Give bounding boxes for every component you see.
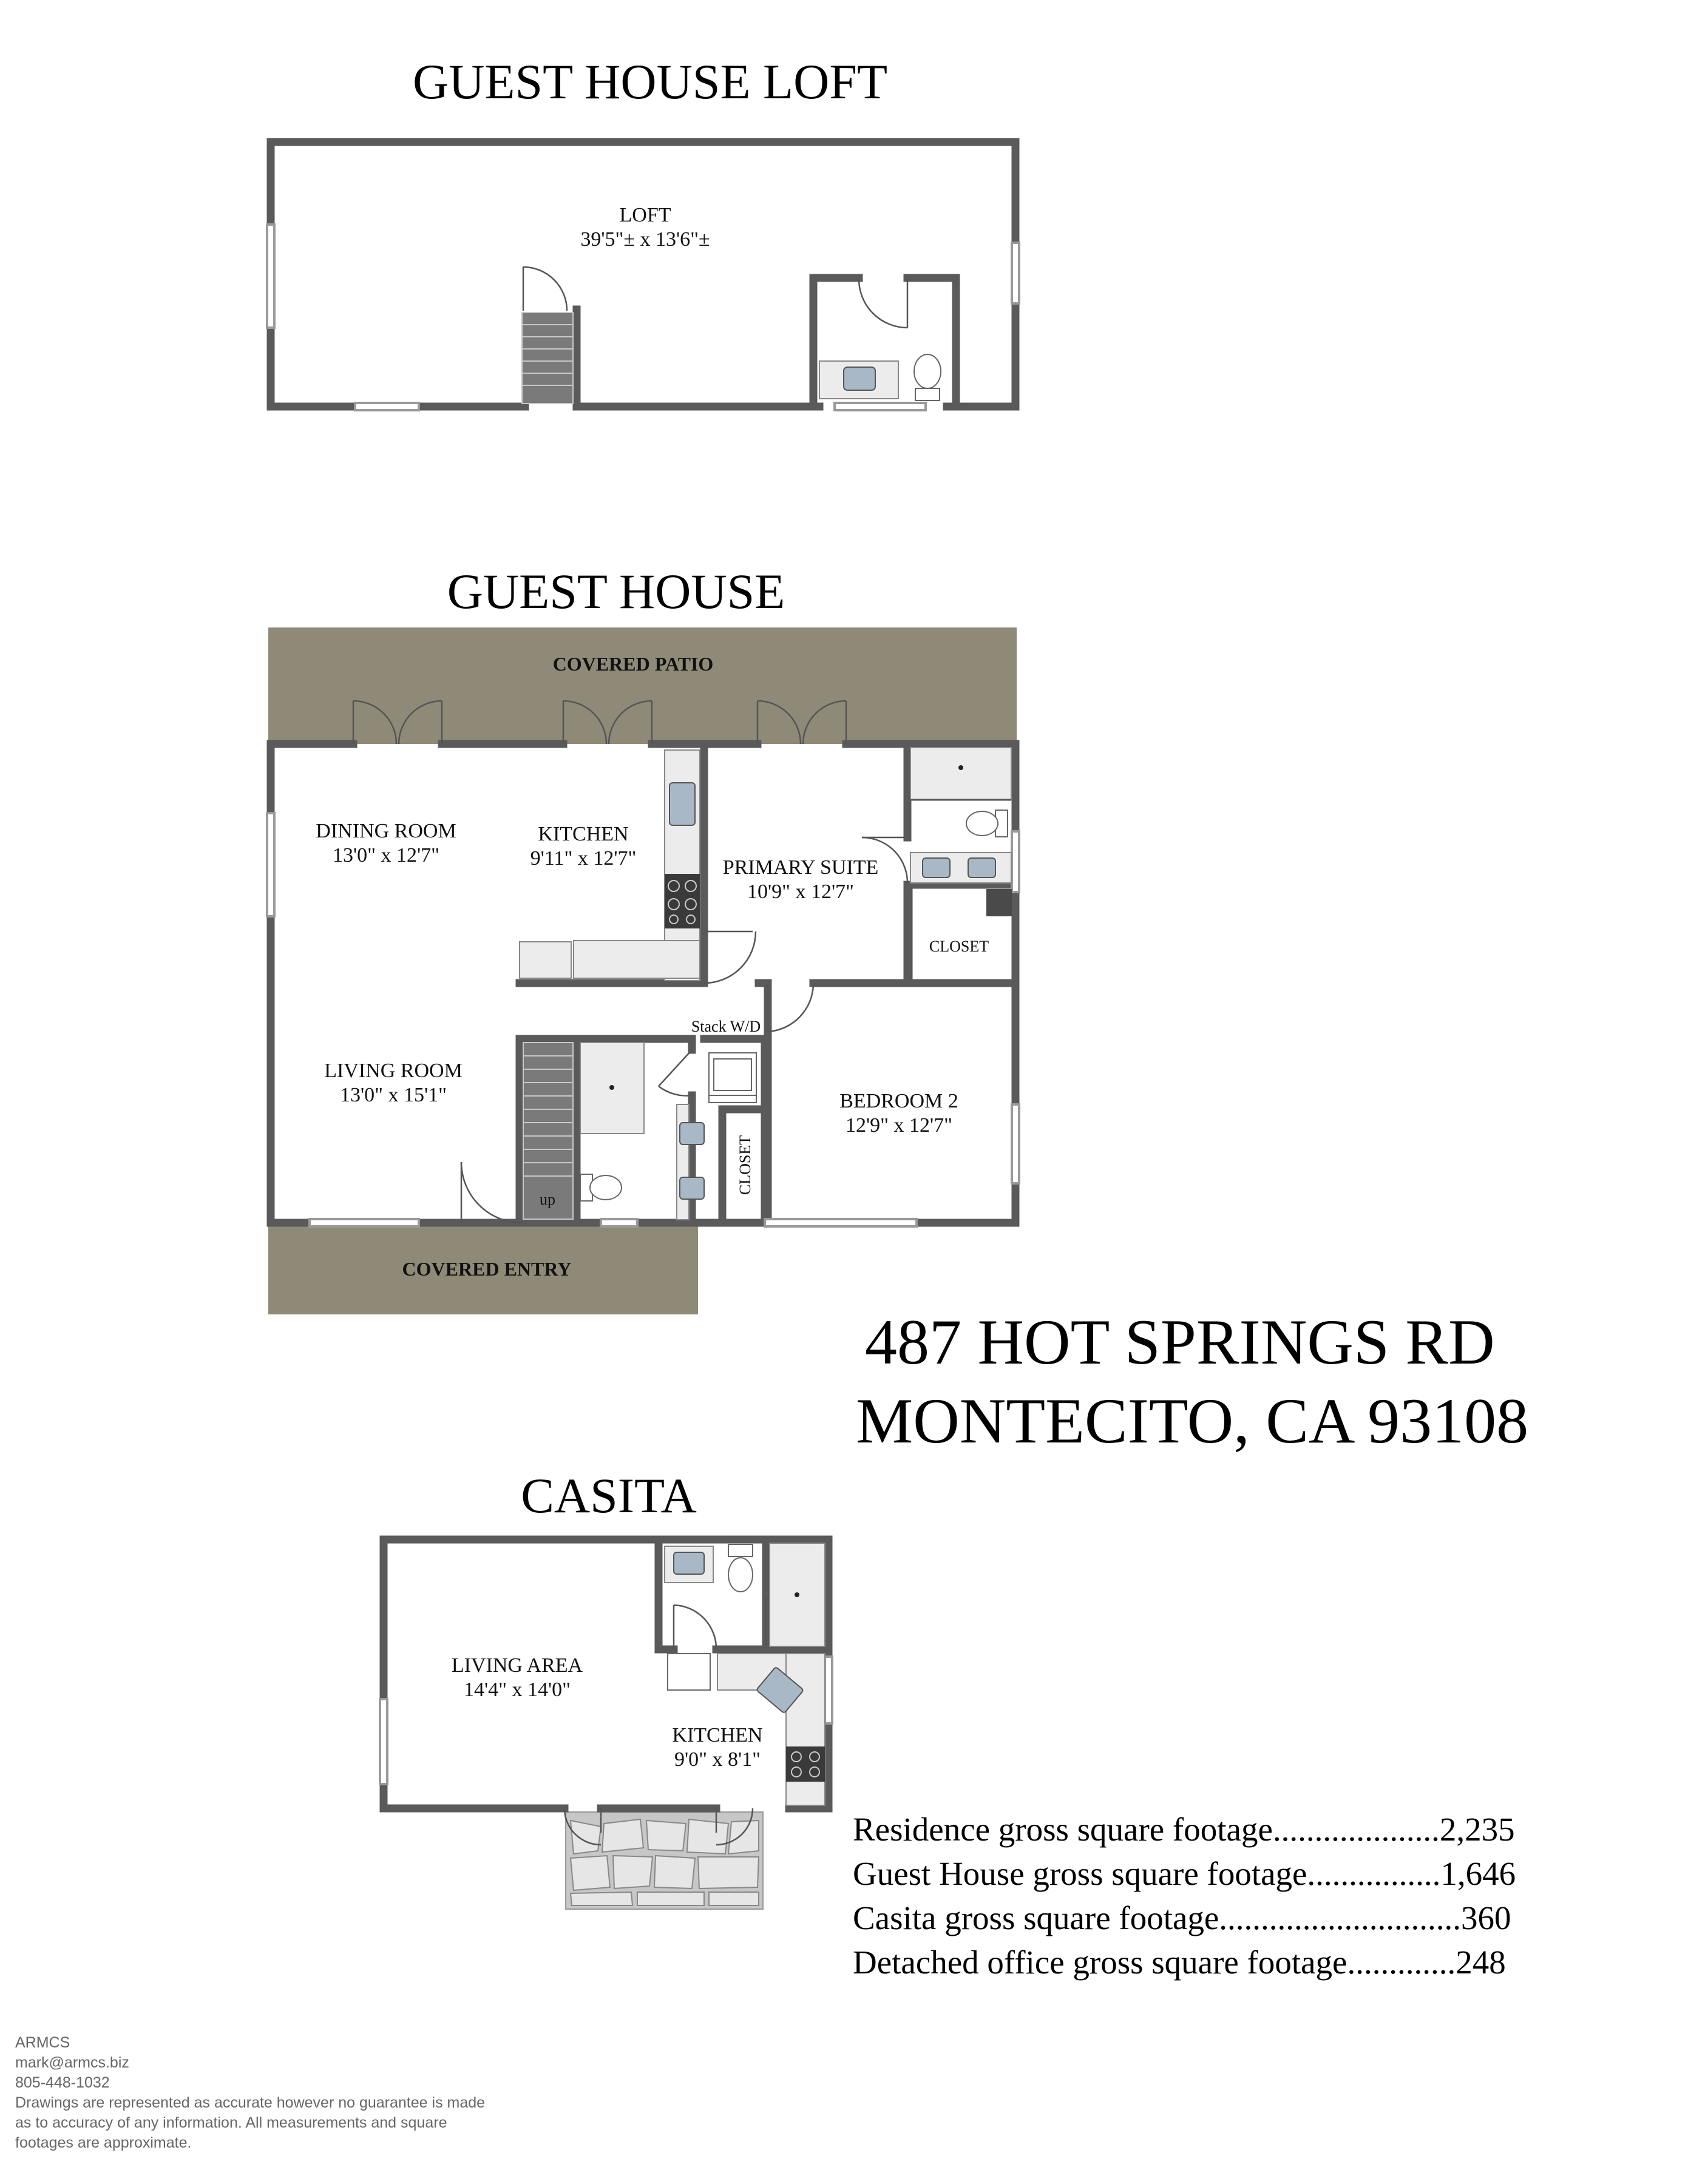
square-footage-list — [853, 1811, 1516, 1981]
credits-block — [15, 2034, 485, 2151]
loft-room-name: LOFT — [619, 204, 671, 226]
gh-primary-chase — [986, 889, 1012, 916]
guest-house-plan — [267, 627, 1019, 1314]
gh-dining-window — [267, 813, 274, 916]
loft-stair[interactable] — [522, 313, 573, 404]
gh-primary-suite-name: PRIMARY SUITE — [722, 856, 879, 879]
gh-stack-wd-label: Stack W/D — [691, 1018, 761, 1035]
gh-bath-window-right — [1012, 831, 1019, 892]
sqft-casita: Casita gross square footage.............................360 — [853, 1899, 1511, 1936]
gh-primary-toilet — [966, 810, 1008, 837]
gh-kitchen-dims: 9'11" x 12'7" — [530, 847, 637, 870]
gh-bedroom-2-dims: 12'9" x 12'7" — [845, 1114, 953, 1137]
gh-kitchen-appliance — [520, 942, 571, 978]
address-line-1: 487 HOT SPRINGS RD — [865, 1307, 1495, 1378]
gh-kitchen-counter-bottom — [574, 941, 700, 978]
credits-disclaimer-2: as to accuracy of any information. All measurements and square — [15, 2114, 447, 2131]
loft-window-right — [1012, 243, 1019, 303]
credits-phone: 805-448-1032 — [15, 2074, 110, 2091]
casita-range — [786, 1746, 825, 1782]
casita-bath-sink — [674, 1552, 704, 1574]
gh-hall-vanity — [677, 1104, 689, 1220]
loft-bath-door[interactable] — [859, 278, 907, 328]
credits-company: ARMCS — [15, 2034, 70, 2051]
casita-window-right — [825, 1657, 832, 1723]
gh-hall-sink-1 — [680, 1123, 704, 1144]
gh-living-room-name: LIVING ROOM — [324, 1060, 463, 1082]
gh-living-window — [310, 1219, 419, 1226]
gh-bath-window — [601, 1219, 637, 1226]
loft-stair-door[interactable] — [523, 267, 567, 311]
casita-plan — [380, 1540, 832, 1909]
loft-toilet — [914, 354, 941, 401]
casita-kitchen-name: KITCHEN — [672, 1724, 763, 1746]
loft-sink — [844, 367, 875, 390]
gh-bedroom-window-right — [1012, 1104, 1019, 1183]
casita-living-area-name: LIVING AREA — [451, 1654, 583, 1677]
loft-window-bottom — [355, 403, 419, 410]
address-line-2: MONTECITO, CA 93108 — [856, 1385, 1529, 1456]
gh-bedroom-2-name: BEDROOM 2 — [839, 1090, 958, 1112]
sqft-residence: Residence gross square footage....................2,235 — [853, 1811, 1515, 1848]
gh-primary-sink-1 — [923, 858, 950, 877]
covered-patio — [268, 627, 1017, 744]
gh-hall-toilet — [580, 1174, 622, 1201]
casita-title: CASITA — [521, 1468, 697, 1523]
gh-stair-up-label: up — [540, 1191, 555, 1208]
gh-primary-sink-2 — [968, 858, 995, 877]
covered-patio-label: COVERED PATIO — [552, 653, 714, 675]
gh-primary-closet-label: CLOSET — [929, 938, 989, 955]
loft-bath-window — [835, 403, 926, 410]
gh-stack-wd — [709, 1053, 756, 1103]
casita-toilet — [728, 1544, 753, 1592]
casita-kitchen-counter-right — [786, 1654, 825, 1805]
gh-primary-suite-dims: 10'9" x 12'7" — [747, 881, 855, 903]
credits-disclaimer-3: footages are approximate. — [15, 2134, 192, 2151]
covered-entry-label: COVERED ENTRY — [402, 1258, 572, 1280]
loft-title: GUEST HOUSE LOFT — [412, 54, 888, 109]
guest-house-title: GUEST HOUSE — [447, 564, 785, 619]
casita-bath-door[interactable] — [674, 1605, 716, 1649]
credits-email: mark@armcs.biz — [15, 2054, 129, 2071]
gh-living-room-dims: 13'0" x 15'1" — [339, 1084, 447, 1106]
casita-stone-patio — [566, 1812, 763, 1909]
casita-kitchen-dims: 9'0" x 8'1" — [674, 1748, 761, 1771]
casita-living-area-dims: 14'4" x 14'0" — [463, 1679, 571, 1701]
gh-dining-room-name: DINING ROOM — [316, 820, 456, 842]
gh-hall-sink-2 — [680, 1177, 704, 1199]
casita-window-left — [380, 1699, 387, 1784]
loft-plan — [267, 142, 1019, 410]
credits-disclaimer-1: Drawings are represented as accurate however no guarantee is made — [15, 2094, 486, 2111]
gh-dining-room-dims: 13'0" x 12'7" — [332, 844, 440, 867]
gh-kitchen-name: KITCHEN — [538, 823, 629, 845]
casita-kitchen-appliance — [668, 1654, 710, 1690]
gh-primary-shower — [910, 748, 1011, 800]
gh-kitchen-sink — [669, 783, 695, 825]
loft-window-left — [267, 225, 274, 328]
sqft-detached-office: Detached office gross square footage.............248 — [853, 1944, 1506, 1981]
loft-room-dims: 39'5"± x 13'6"± — [580, 228, 710, 251]
gh-bedroom-closet-label: CLOSET — [736, 1135, 754, 1195]
gh-bedroom-window-bottom — [765, 1219, 917, 1226]
gh-kitchen-range — [665, 874, 700, 928]
sqft-guest-house: Guest House gross square footage................1,646 — [853, 1855, 1516, 1892]
gh-stair[interactable] — [523, 1043, 573, 1219]
